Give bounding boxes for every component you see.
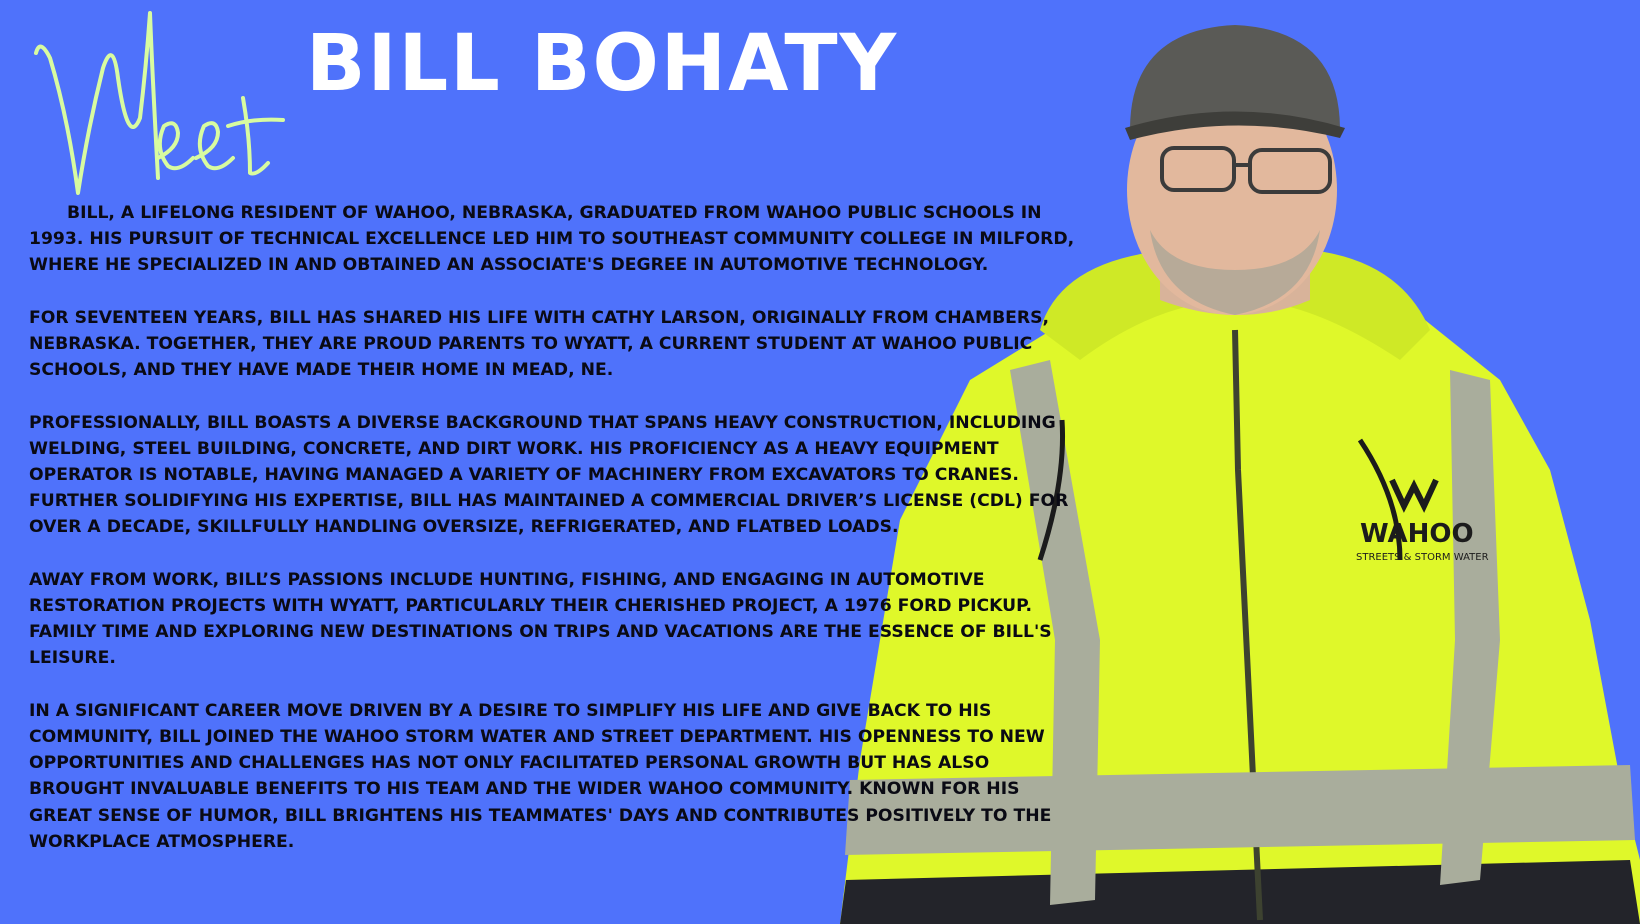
bio-paragraph-family: FOR SEVENTEEN YEARS, BILL HAS SHARED HIS LIFE WITH CATHY LARSON, ORIGINALLY FROM CHAMBERS, NEBRASKA. TOGETHER, THEY ARE PROUD PARENTS TO WYATT, A CURRENT STUDENT AT WAHOO PUBLIC SCHOOLS, AND THEY HAVE MADE THEIR HOME IN MEAD, NE. (29, 307, 1050, 381)
bio-paragraph-career: PROFESSIONALLY, BILL BOASTS A DIVERSE BACKGROUND THAT SPANS HEAVY CONSTRUCTION, INCLUDING WELDING, STEEL BUILDING, CONCRETE, AND DIRT WORK. HIS PROFICIENCY AS A HEAVY EQUIPMENT OPERATOR IS NOTABLE, HAVING MANAGED A VARIETY OF MACHINERY FROM EXCAVATORS TO CRANES. FURTHER SOLIDIFYING HIS EXPERTISE, BILL HAS MAINTAINED A COMMERCIAL DRIVER’S LICENSE (CDL) FOR OVER A DECADE, SKILLFULLY HANDLING OVERSIZE, REFRIGERATED, AND FLATBED LOADS. (29, 412, 1069, 538)
bio-paragraph-hobbies: AWAY FROM WORK, BILL’S PASSIONS INCLUDE HUNTING, FISHING, AND ENGAGING IN AUTOMOTIVE RESTORATION PROJECTS WITH WYATT, PARTICULARLY THEIR CHERISHED PROJECT, A 1976 FORD PICKUP. FAMILY TIME AND EXPLORING NEW DESTINATIONS ON TRIPS AND VACATIONS ARE THE ESSENCE OF BILL'S LEISURE. (29, 569, 1052, 669)
page-title: BILL BOHATY (306, 19, 899, 109)
bio-paragraph-education: BILL, A LIFELONG RESIDENT OF WAHOO, NEBRASKA, GRADUATED FROM WAHOO PUBLIC SCHOOLS IN 1993. HIS PURSUIT OF TECHNICAL EXCELLENCE LED HIM TO SOUTHEAST COMMUNITY COLLEGE IN MILFORD, WHERE HE SPECIALIZED IN AND OBTAINED AN ASSOCIATE'S DEGREE IN AUTOMOTIVE TECHNOLOGY. (29, 203, 1075, 276)
bio-text (29, 200, 1079, 881)
meet-script-logo (28, 8, 298, 208)
bio-paragraph-department: IN A SIGNIFICANT CAREER MOVE DRIVEN BY A DESIRE TO SIMPLIFY HIS LIFE AND GIVE BACK TO HIS COMMUNITY, BILL JOINED THE WAHOO STORM WATER AND STREET DEPARTMENT. HIS OPENNESS TO NEW OPPORTUNITIES AND CHALLENGES HAS NOT ONLY FACILITATED PERSONAL GROWTH BUT HAS ALSO BROUGHT INVALUABLE BENEFITS TO HIS TEAM AND THE WIDER WAHOO COMMUNITY. KNOWN FOR HIS GREAT SENSE OF HUMOR, BILL BRIGHTENS HIS TEAMMATES' DAYS AND CONTRIBUTES POSITIVELY TO THE WORKPLACE ATMOSPHERE. (29, 700, 1052, 852)
hoodie-logo-text: WAHOO (1360, 519, 1474, 549)
hoodie-logo-subtext: STREETS & STORM WATER (1356, 552, 1489, 563)
